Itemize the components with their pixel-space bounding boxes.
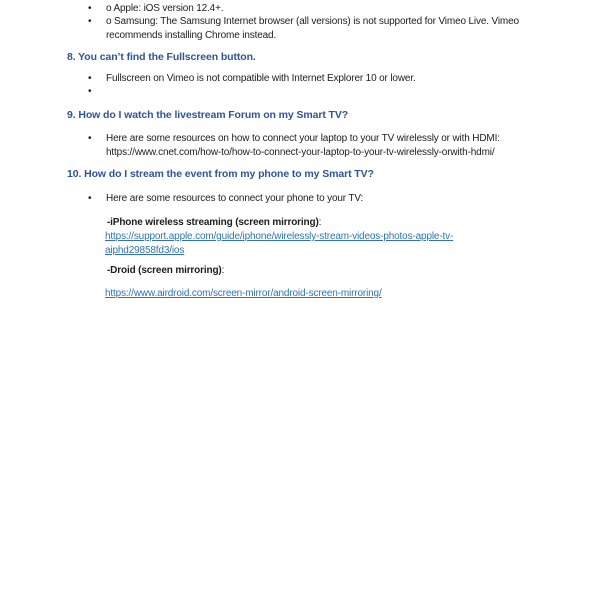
bullet-icon: • xyxy=(88,73,92,84)
list-item-samsung-wrap xyxy=(106,29,276,42)
list-item-phone-resources xyxy=(88,192,363,205)
droid-mirroring-label xyxy=(107,264,224,277)
apple-support-link-line-2 xyxy=(105,244,184,257)
list-item-text: Here are some resources on how to connect your laptop to your TV wirelessly or with HDMI: xyxy=(106,133,500,144)
list-item-text: recommends installing Chrome instead. xyxy=(106,30,277,41)
label-text: -iPhone wireless streaming (screen mirroring) xyxy=(107,217,319,228)
list-item-text: Here are some resources to connect your phone to your TV: xyxy=(106,193,364,204)
apple-support-link-line-1 xyxy=(105,230,453,243)
list-item-text: Fullscreen on Vimeo is not compatible with Internet Explorer 10 or lower. xyxy=(106,73,416,84)
list-item-empty xyxy=(88,85,106,98)
section-9-heading: 9. How do I watch the livestream Forum on my Smart TV? xyxy=(67,109,349,121)
iphone-mirroring-label xyxy=(107,216,321,229)
list-item-samsung xyxy=(88,15,519,28)
bullet-icon: • xyxy=(88,16,92,27)
label-colon: : xyxy=(318,217,322,228)
list-item-laptop-resources xyxy=(88,132,500,145)
bullet-icon: • xyxy=(88,86,92,97)
bullet-icon: • xyxy=(88,133,92,144)
label-text: -Droid (screen mirroring) xyxy=(107,265,222,276)
section-10-heading: 10. How do I stream the event from my phone to my Smart TV? xyxy=(67,168,374,180)
list-item-text: o Samsung: The Samsung Internet browser (all versions) is not supported for Vimeo Live. Vimeo xyxy=(106,16,519,27)
bullet-icon: • xyxy=(88,3,92,14)
list-item-fullscreen xyxy=(88,72,416,85)
list-item-apple-ios xyxy=(88,2,223,15)
cnet-url-text xyxy=(106,146,494,159)
section-8-heading: 8. You can’t find the Fullscreen button. xyxy=(67,51,256,63)
apple-support-link[interactable]: aiphd29858fd3/ios xyxy=(105,245,185,256)
apple-support-link[interactable]: https://support.apple.com/guide/iphone/wirelessly-stream-videos-photos-apple-tv- xyxy=(105,231,454,242)
airdroid-link[interactable]: https://www.airdroid.com/screen-mirror/android-screen-mirroring/ xyxy=(105,288,382,299)
bullet-icon: • xyxy=(88,193,92,204)
url-text: https://www.cnet.com/how-to/how-to-connect-your-laptop-to-your-tv-wirelessly-orwith-hdmi/ xyxy=(106,147,495,158)
label-colon: : xyxy=(221,265,225,276)
airdroid-link-line xyxy=(105,287,382,300)
list-item-text: o Apple: iOS version 12.4+. xyxy=(106,3,224,14)
